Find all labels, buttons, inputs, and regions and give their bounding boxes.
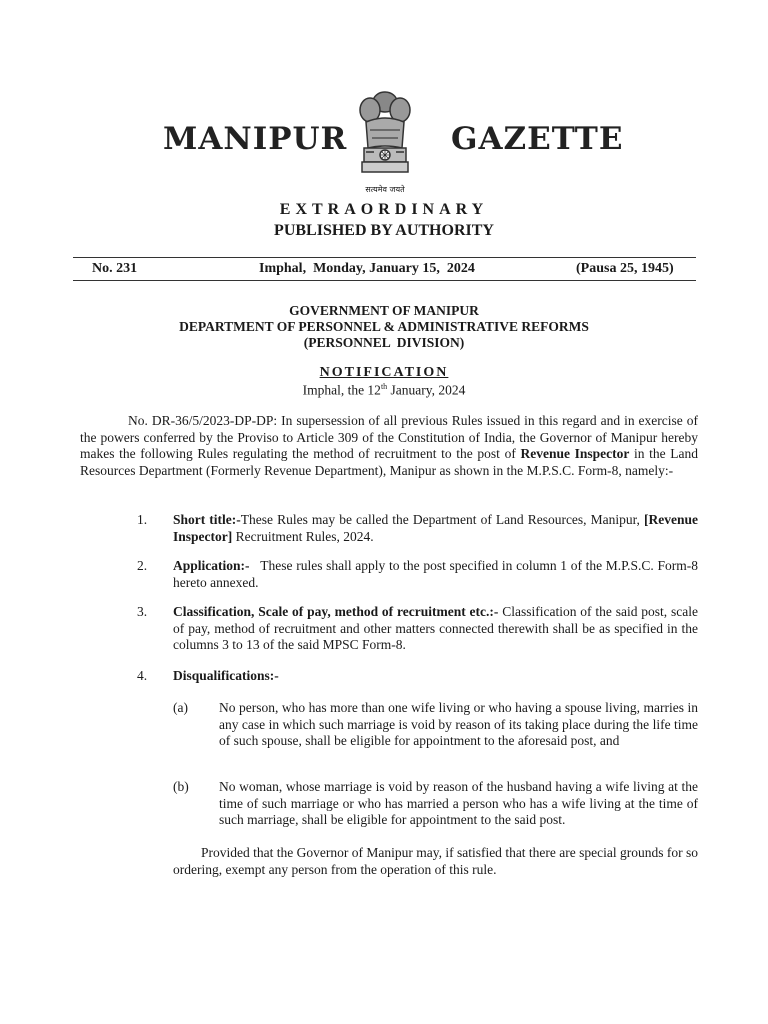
issue-number: No. 231 [92, 261, 138, 276]
rule-1-heading: Short title:- [173, 512, 241, 527]
rule-4-number: 4. [137, 668, 148, 683]
notification-title [0, 365, 768, 381]
issue-place-date: Imphal, Monday, January 15, 2024 [259, 261, 475, 276]
rule-3-number: 3. [137, 604, 148, 619]
intro-text-b: in the Land Resources Department (Formerly Revenue Department), Manipur as shown in the M.P.S.C. Form-8, namely:- [80, 446, 698, 478]
intro-paragraph [80, 413, 698, 479]
rule-1-text [173, 512, 698, 545]
rule-4-text [173, 668, 698, 685]
rule-1-body-b: Recruitment Rules, 2024. [232, 528, 374, 544]
published-by-authority: PUBLISHED BY AUTHORITY [274, 222, 494, 239]
issue-top-rule [73, 257, 696, 258]
rule-4-heading: Disqualifications:- [173, 668, 279, 683]
intro-post-name: Revenue Inspector [520, 446, 630, 461]
extraordinary-heading: EXTRAORDINARY [279, 201, 489, 218]
rule-1-body-a: These Rules may be called the Department of Land Resources, Manipur, [240, 512, 644, 527]
header-department: DEPARTMENT OF PERSONNEL & ADMINISTRATIVE REFORMS [179, 319, 589, 334]
rule-2-heading: Application:- [173, 558, 250, 573]
gazette-title-right: GAZETTE [451, 121, 624, 157]
notification-date-prefix: Imphal, the 12 [302, 382, 381, 398]
national-emblem-icon [352, 86, 418, 198]
rule-3-text [173, 604, 698, 654]
header-government: GOVERNMENT OF MANIPUR [289, 303, 479, 318]
disqualification-a-text: No person, who has more than one wife living or who having a spouse living, marries in any case in which such marriage is void by reason of its taking place during the life time of such spouse, shall be eligible for appointment to the aforesaid post, and [219, 700, 698, 748]
rule-3-body: Classification of the said post, scale of pay, method of recruitment and other matters connected therewith shall be as specified in the columns 3 to 13 of the said MPSC Form-8. [173, 604, 698, 652]
disqualification-a-label: (a) [173, 700, 188, 715]
notification-title-text: NOTIFICATION [319, 365, 449, 380]
disqualification-b-label: (b) [173, 779, 189, 794]
header-division: (PERSONNEL DIVISION) [303, 335, 465, 350]
rule-2-number: 2. [137, 558, 148, 573]
notification-date [0, 382, 768, 399]
notification-date-suffix: January, 2024 [387, 382, 466, 398]
rule-1-post: [Revenue Inspector] [173, 512, 698, 544]
disqualification-b-text: No woman, whose marriage is void by reason of the husband having a wife living at the time of such marriage or who has married a person who has a wife living at the time of such marriage, shall be eligible for appointment to the said post. [219, 779, 698, 827]
notification-date-sup: th [380, 382, 388, 391]
issue-saka-date: (Pausa 25, 1945) [576, 261, 674, 276]
proviso-paragraph: Provided that the Governor of Manipur may, if satisfied that there are special grounds for so ordering, exempt any person from the operation of this rule. [173, 845, 698, 877]
emblem-motto: सत्यमेव जयते [365, 185, 405, 194]
rule-2-body: These rules shall apply to the post specified in column 1 of the M.P.S.C. Form-8 hereto annexed. [173, 558, 702, 590]
gazette-title-left: MANIPUR [163, 121, 348, 157]
rule-1-number: 1. [137, 512, 148, 527]
rule-2-text [173, 558, 702, 591]
rule-3-heading: Classification, Scale of pay, method of recruitment etc.:- [173, 604, 499, 619]
intro-text-a: No. DR-36/5/2023-DP-DP: In supersession of all previous Rules issued in this regard and in exercise of the powers conferred by the Proviso to Article 309 of the Constitution of India, the Governor of Manipur hereby makes the following Rules regulating the method of recruitment to the post of [80, 413, 698, 461]
issue-bottom-rule [73, 280, 696, 281]
